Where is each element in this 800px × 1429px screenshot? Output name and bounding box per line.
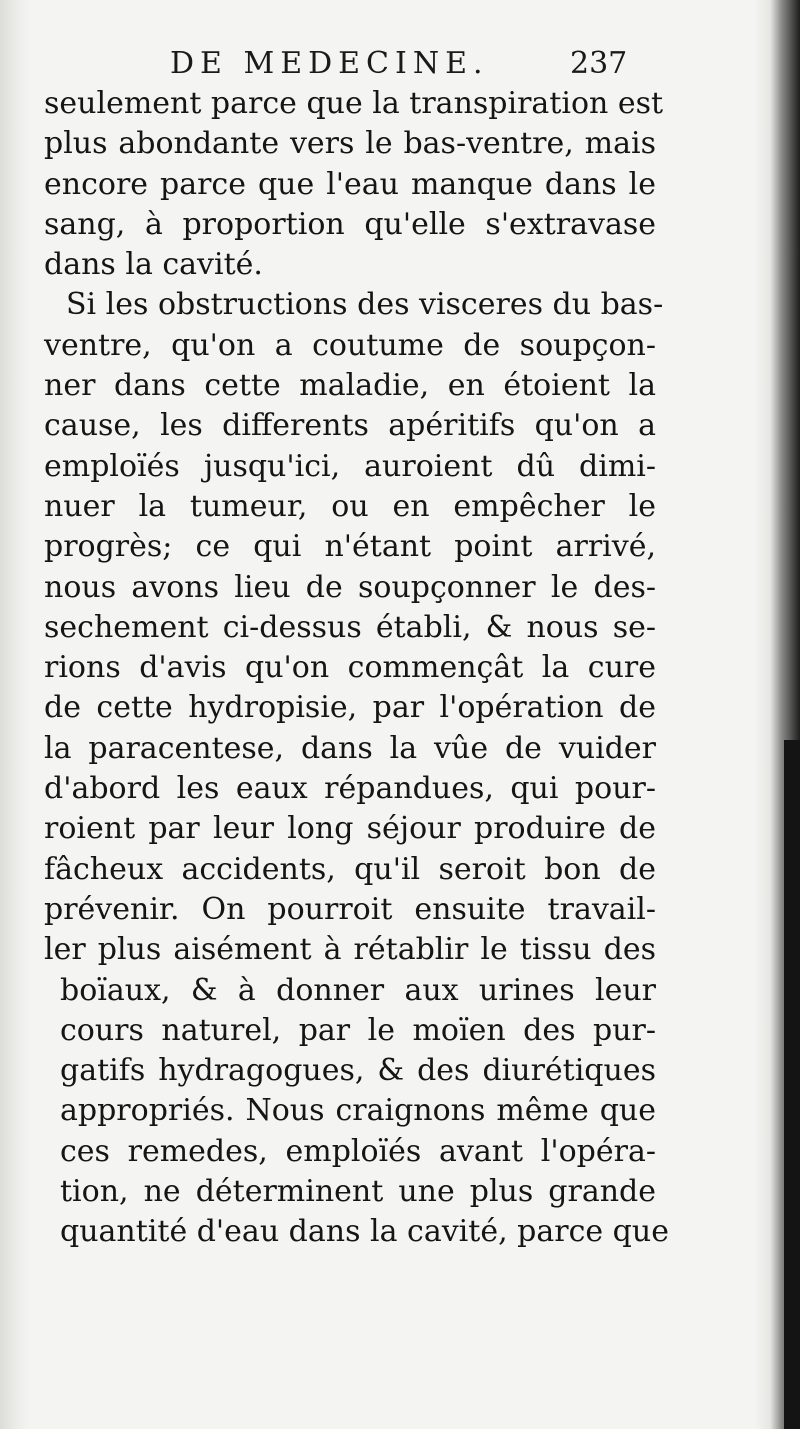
text-line: boïaux, & à donner aux urines leur (60, 972, 656, 1008)
text-line: ner dans cette maladie, en étoient la (44, 368, 656, 404)
running-head: DE MEDECINE. (170, 46, 489, 81)
text-line: cause, les differents apéritifs qu'on a (44, 408, 656, 444)
text-line: la paracentese, dans la vûe de vuider (44, 730, 656, 766)
text-line: gatifs hydragogues, & des diurétiques (60, 1053, 656, 1089)
text-line: dans la cavité. (44, 247, 263, 283)
text-line: tion, ne déterminent une plus grande (60, 1174, 656, 1210)
text-line: ces remedes, emploïés avant l'opéra- (60, 1133, 656, 1169)
text-line: seulement parce que la transpiration est (44, 86, 664, 121)
text-line: nuer la tumeur, ou en empêcher le (44, 488, 656, 524)
text-line: nous avons lieu de soupçonner le des- (44, 569, 656, 605)
text-line: fâcheux accidents, qu'il seroit bon de (44, 851, 656, 887)
page-number: 237 (570, 46, 628, 81)
text-line: de cette hydropisie, par l'opération de (44, 690, 656, 726)
text-line: cours naturel, par le moïen des pur- (60, 1012, 656, 1048)
text-line: prévenir. On pourroit ensuite travail- (44, 891, 656, 927)
page-gutter-shadow (0, 0, 30, 1429)
text-line: d'abord les eaux répandues, qui pour- (44, 771, 656, 807)
text-line: quantité d'eau dans la cavité, parce que (60, 1214, 669, 1250)
text-line: sechement ci-dessus établi, & nous se- (44, 609, 656, 645)
text-line: rions d'avis qu'on commençât la cure (44, 650, 656, 686)
text-line: ler plus aisément à rétablir le tissu des (44, 932, 656, 968)
text-line: plus abondante vers le bas-ventre, mais (44, 126, 656, 162)
text-line: appropriés. Nous craignons même que (60, 1093, 656, 1129)
text-line: ventre, qu'on a coutume de soupçon- (44, 327, 656, 363)
text-line: roient par leur long séjour produire de (44, 811, 656, 847)
text-line: progrès; ce qui n'étant point arrivé, (44, 529, 656, 565)
text-line: emploïés jusqu'ici, auroient dû dimi- (44, 448, 656, 484)
scan-border (784, 740, 800, 1429)
text-line: encore parce que l'eau manque dans le (44, 166, 656, 202)
text-line: sang, à proportion qu'elle s'extravase (44, 206, 656, 242)
text-line: Si les obstructions des visceres du bas- (66, 287, 664, 323)
body-text (44, 84, 669, 1253)
